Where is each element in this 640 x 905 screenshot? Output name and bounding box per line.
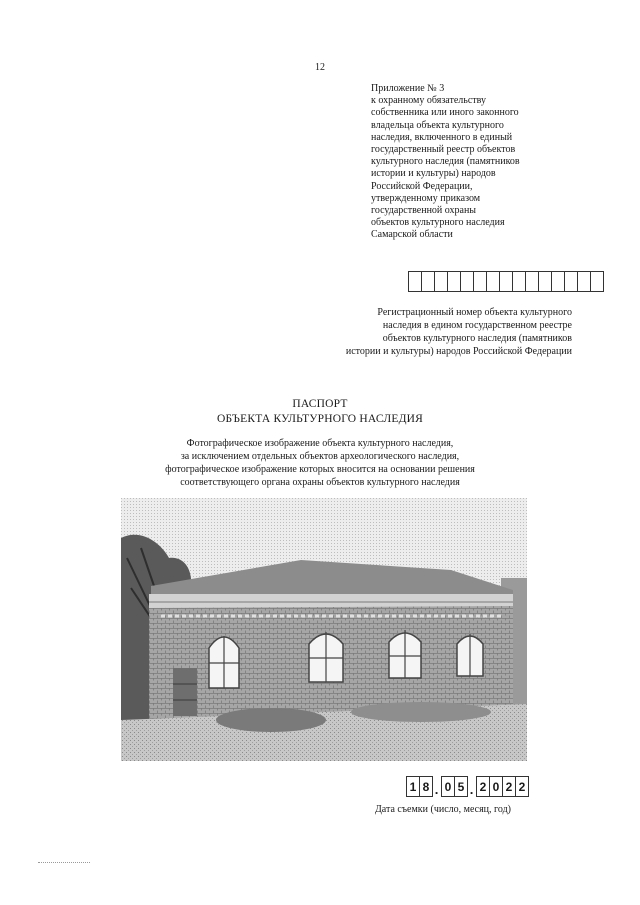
registration-caption-line: истории и культуры) народов Российской Федерации — [345, 346, 572, 357]
registration-digit-box — [460, 271, 474, 292]
photo-description — [120, 437, 520, 489]
registration-digit-box — [434, 271, 448, 292]
registration-caption-line: наследия в едином государственном реестре — [382, 320, 572, 331]
date-separator: . — [434, 782, 439, 797]
building-photo-drawing — [121, 498, 527, 761]
date-separator: . — [469, 782, 474, 797]
photo-description-line: фотографическое изображение которых вносится на основании решения — [165, 464, 475, 475]
appendix-line: утвержденному приказом — [371, 192, 481, 204]
window — [457, 634, 483, 676]
photo-description-line: за исключением отдельных объектов археологического наследия, — [180, 451, 460, 462]
appendix-line: Самарской области — [371, 229, 453, 241]
date-digit-box: 5 — [454, 776, 468, 797]
registration-digit-box — [408, 271, 422, 292]
registration-caption-line: Регистрационный номер объекта культурного — [377, 307, 572, 318]
date-digit-box: 0 — [489, 776, 503, 797]
appendix-line: культурного наследия (памятников — [371, 156, 520, 168]
appendix-line: к охранному обязательству — [371, 95, 487, 107]
title-line: ПАСПОРТ — [292, 398, 348, 410]
window — [209, 636, 239, 688]
appendix-line: наследия, включенного в единый — [371, 131, 513, 143]
appendix-line: Российской Федерации, — [371, 180, 473, 192]
footer-mark — [38, 862, 90, 865]
appendix-line: государственной охраны — [371, 205, 477, 217]
date-digit-box: 2 — [476, 776, 490, 797]
appendix-line: владельца объекта культурного — [371, 119, 504, 131]
registration-digit-box — [577, 271, 591, 292]
date-digit-box: 2 — [515, 776, 529, 797]
appendix-line: истории и культуры) народов — [371, 168, 496, 180]
registration-digit-box — [512, 271, 526, 292]
date-digit-box: 0 — [441, 776, 455, 797]
title-line: ОБЪЕКТА КУЛЬТУРНОГО НАСЛЕДИЯ — [216, 413, 424, 425]
date-digit-box: 2 — [502, 776, 516, 797]
registration-digit-box — [486, 271, 500, 292]
registration-caption-line: объектов культурного наследия (памятников — [382, 333, 572, 344]
registration-number-caption — [280, 306, 572, 358]
registration-number-boxes — [408, 271, 603, 292]
registration-digit-box — [525, 271, 539, 292]
shoot-date-caption: Дата съемки (число, месяц, год) — [374, 804, 512, 815]
appendix-line: Приложение № 3 — [371, 83, 445, 94]
window — [309, 632, 343, 682]
registration-digit-box — [499, 271, 513, 292]
shoot-date-boxes — [406, 776, 528, 797]
registration-digit-box — [590, 271, 604, 292]
registration-digit-box — [551, 271, 565, 292]
appendix-line: объектов культурного наследия — [371, 217, 505, 229]
photo-description-line: соответствующего органа охраны объектов культурного наследия — [180, 477, 460, 488]
appendix-header — [371, 83, 591, 242]
photo-description-line: Фотографическое изображение объекта культурного наследия, — [186, 438, 454, 449]
document-title — [120, 397, 520, 427]
registration-digit-box — [447, 271, 461, 292]
registration-digit-box — [538, 271, 552, 292]
date-digit-box: 1 — [406, 776, 420, 797]
building-photo — [121, 498, 527, 761]
registration-digit-box — [473, 271, 487, 292]
appendix-line: государственный реестр объектов — [371, 144, 516, 156]
date-digit-box: 8 — [419, 776, 433, 797]
appendix-line: собственника или иного законного — [371, 107, 519, 119]
registration-digit-box — [421, 271, 435, 292]
page-number: 12 — [315, 62, 325, 73]
window — [389, 630, 421, 678]
registration-digit-box — [564, 271, 578, 292]
